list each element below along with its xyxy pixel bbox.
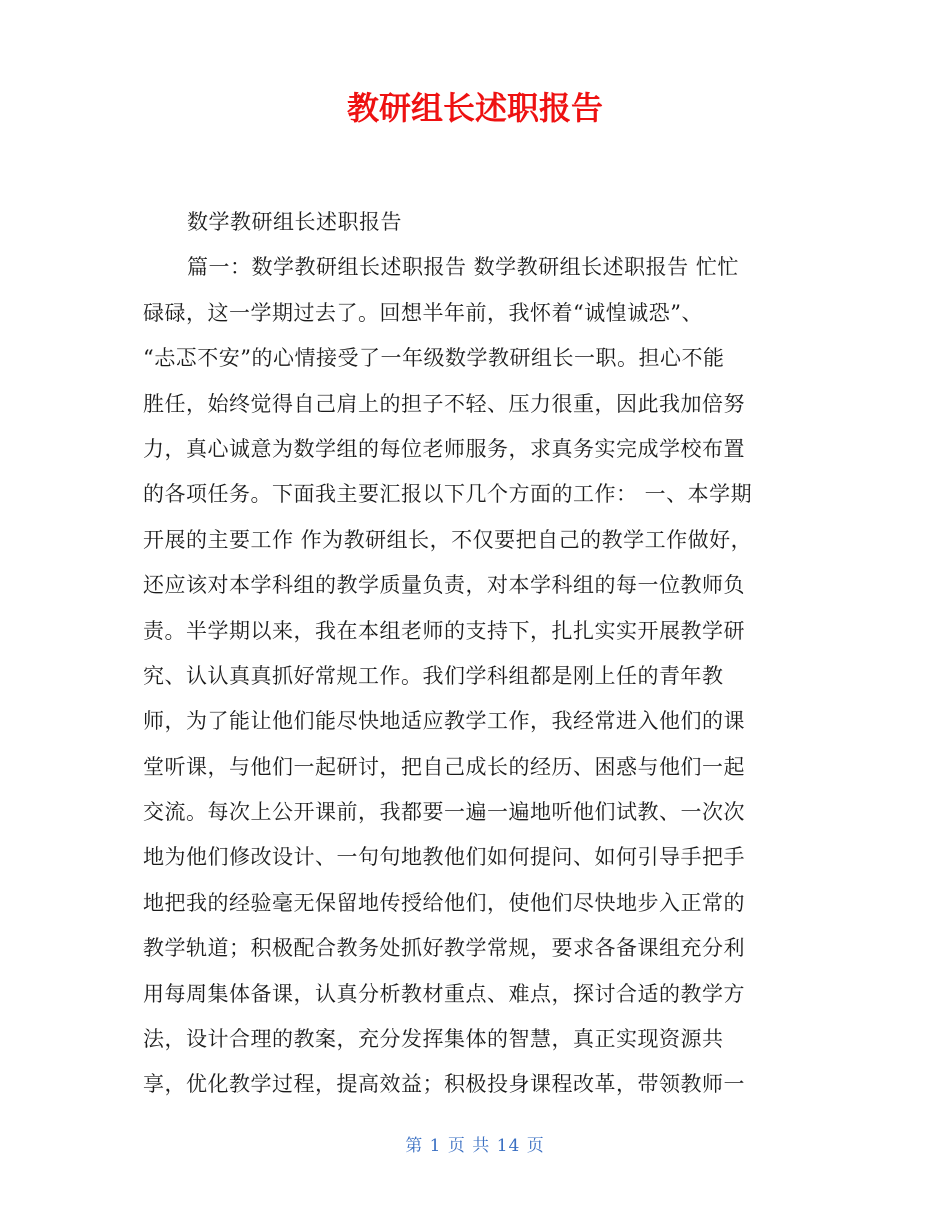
document-title: 教研组长述职报告	[346, 89, 603, 127]
body-line: 用每周集体备课，认真分析教材重点、难点，探讨合适的教学方	[143, 981, 745, 1006]
body-line: 力，真心诚意为数学组的每位老师服务，求真务实完成学校布置	[143, 436, 745, 461]
body-line: 堂听课，与他们一起研讨，把自己成长的经历、困惑与他们一起	[143, 754, 745, 779]
body-line: 的各项任务。下面我主要汇报以下几个方面的工作： 一、本学期	[143, 482, 753, 507]
body-line: 交流。每次上公开课前，我都要一遍一遍地听他们试教、一次次	[143, 800, 745, 825]
body-line: 究、认认真真抓好常规工作。我们学科组都是刚上任的青年教	[143, 663, 724, 688]
body-line: 责。半学期以来，我在本组老师的支持下，扎扎实实开展教学研	[143, 618, 745, 643]
body-line: 篇一：数学教研组长述职报告 数学教研组长述职报告 忙忙	[187, 255, 739, 280]
body-line: 享，优化教学过程，提高效益；积极投身课程改革，带领教师一	[143, 1072, 745, 1097]
body-line: “忐忑不安”的心情接受了一年级数学教研组长一职。担心不能	[143, 346, 725, 371]
page-number-footer: 第 1 页 共 14 页	[405, 1136, 545, 1156]
body-line: 开展的主要工作 作为教研组长，不仅要把自己的教学工作做好，	[143, 527, 753, 552]
body-line: 师，为了能让他们能尽快地适应教学工作，我经常进入他们的课	[143, 709, 745, 734]
body-line: 还应该对本学科组的教学质量负责，对本学科组的每一位教师负	[143, 573, 745, 598]
body-line: 胜任，始终觉得自己肩上的担子不轻、压力很重，因此我加倍努	[143, 391, 745, 416]
body-line: 碌碌，这一学期过去了。回想半年前，我怀着“诚惶诚恐”、	[143, 300, 703, 325]
body-line: 数学教研组长述职报告	[187, 210, 402, 234]
body-line: 地把我的经验毫无保留地传授给他们，使他们尽快地步入正常的	[143, 890, 745, 915]
body-line: 教学轨道；积极配合教务处抓好教学常规，要求各备课组充分利	[143, 936, 745, 961]
body-line: 地为他们修改设计、一句句地教他们如何提问、如何引导手把手	[143, 845, 745, 870]
document-body	[143, 200, 808, 1108]
body-line: 法，设计合理的教案，充分发挥集体的智慧，真正实现资源共	[143, 1027, 724, 1052]
